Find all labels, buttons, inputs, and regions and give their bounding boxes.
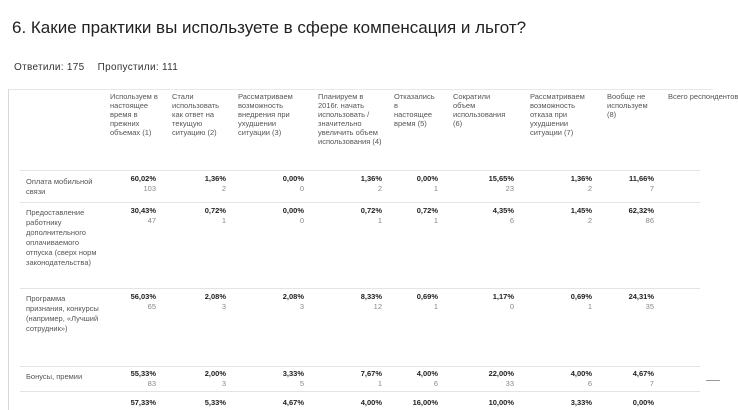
table-cell: 4,00% <box>360 398 382 407</box>
row-label: Программа признания, конкурсы (например, «Лучший сотрудник») <box>26 294 99 333</box>
table-cell: 4,35% 6 <box>492 206 514 225</box>
row-label: Предоставление работнику дополнительного оплачиваемого отпуска (сверх норм законодательства) <box>26 208 97 267</box>
table-cell: 5,33% <box>204 398 226 407</box>
table-cell: 3,33% <box>570 398 592 407</box>
table-cell: 60,02% 103 <box>130 174 156 193</box>
results-table <box>0 86 738 407</box>
table-cell: 3,33% 5 <box>282 369 304 388</box>
table-cell: 1,36% 2 <box>570 174 592 193</box>
answered-count: Ответили: 175 <box>14 62 85 73</box>
table-cell: 16,00% <box>412 398 438 407</box>
table-cell: 0,00% 0 <box>282 206 304 225</box>
table-cell: 2,00% 3 <box>204 369 226 388</box>
table-cell: 0,00% 0 <box>282 174 304 193</box>
table-cell: 4,67% <box>282 398 304 407</box>
row-separator <box>20 170 700 171</box>
column-header: Всего респондентов <box>668 92 738 101</box>
table-cell: 55,33% 83 <box>130 369 156 388</box>
row-label: Оплата мобильной связи <box>26 177 93 196</box>
column-header: Рассматриваем возможность отказа при ухудшении ситуации (7) <box>530 92 585 137</box>
table-cell: 0,00% 1 <box>416 174 438 193</box>
column-header: Сократили объем использования (6) <box>453 92 506 128</box>
table-cell: 0,72% 1 <box>204 206 226 225</box>
table-cell: 0,69% 1 <box>570 292 592 311</box>
column-header: Вообще не используем (8) <box>607 92 648 119</box>
row-separator <box>20 288 700 289</box>
table-cell: 11,66% 7 <box>628 174 654 193</box>
table-cell: 2,08% 3 <box>204 292 226 311</box>
column-header: Используем в настоящее время в прежних объемах (1) <box>110 92 158 137</box>
row-separator <box>20 391 700 392</box>
column-header: Отказались в настоящее время (5) <box>394 92 435 128</box>
table-cell: 0,69% 1 <box>416 292 438 311</box>
table-cell: 0,72% 1 <box>360 206 382 225</box>
table-cell: 4,67% 7 <box>632 369 654 388</box>
table-cell: 7,67% 1 <box>360 369 382 388</box>
table-cell: 56,03% 65 <box>130 292 156 311</box>
skipped-count: Пропустили: 111 <box>97 62 179 73</box>
row-separator <box>20 202 700 203</box>
column-header: Рассматриваем возможность внедрения при ухудшении ситуации (3) <box>238 92 293 137</box>
row-separator <box>20 366 700 367</box>
table-cell: 15,65% 23 <box>488 174 514 193</box>
table-cell: 4,00% 6 <box>570 369 592 388</box>
table-cell: 22,00% 33 <box>488 369 514 388</box>
table-cell: 0,00% <box>632 398 654 407</box>
scrollbar[interactable] <box>706 380 720 382</box>
table-cell: 2,08% 3 <box>282 292 304 311</box>
table-cell: 8,33% 12 <box>360 292 382 311</box>
column-header: Планируем в 2016г. начать использовать / значительно увеличить объем использования (4) <box>318 92 382 146</box>
table-cell: 1,45% 2 <box>570 206 592 225</box>
table-cell: 0,72% 1 <box>416 206 438 225</box>
table-cell: 57,33% <box>130 398 156 407</box>
response-stats <box>14 62 178 73</box>
table-cell: 62,32% 86 <box>628 206 654 225</box>
table-cell: 4,00% 6 <box>416 369 438 388</box>
table-cell: 1,36% 2 <box>360 174 382 193</box>
table-cell: 1,17% 0 <box>492 292 514 311</box>
question-title: 6. Какие практики вы используете в сфере компенсация и льгот? <box>12 18 527 37</box>
table-cell: 1,36% 2 <box>204 174 226 193</box>
column-header: Стали использовать как ответ на текущую ситуацию (2) <box>172 92 220 137</box>
row-label: Бонусы, премии <box>26 372 83 381</box>
table-cell: 30,43% 47 <box>130 206 156 225</box>
table-cell: 24,31% 35 <box>628 292 654 311</box>
table-cell: 10,00% <box>488 398 514 407</box>
